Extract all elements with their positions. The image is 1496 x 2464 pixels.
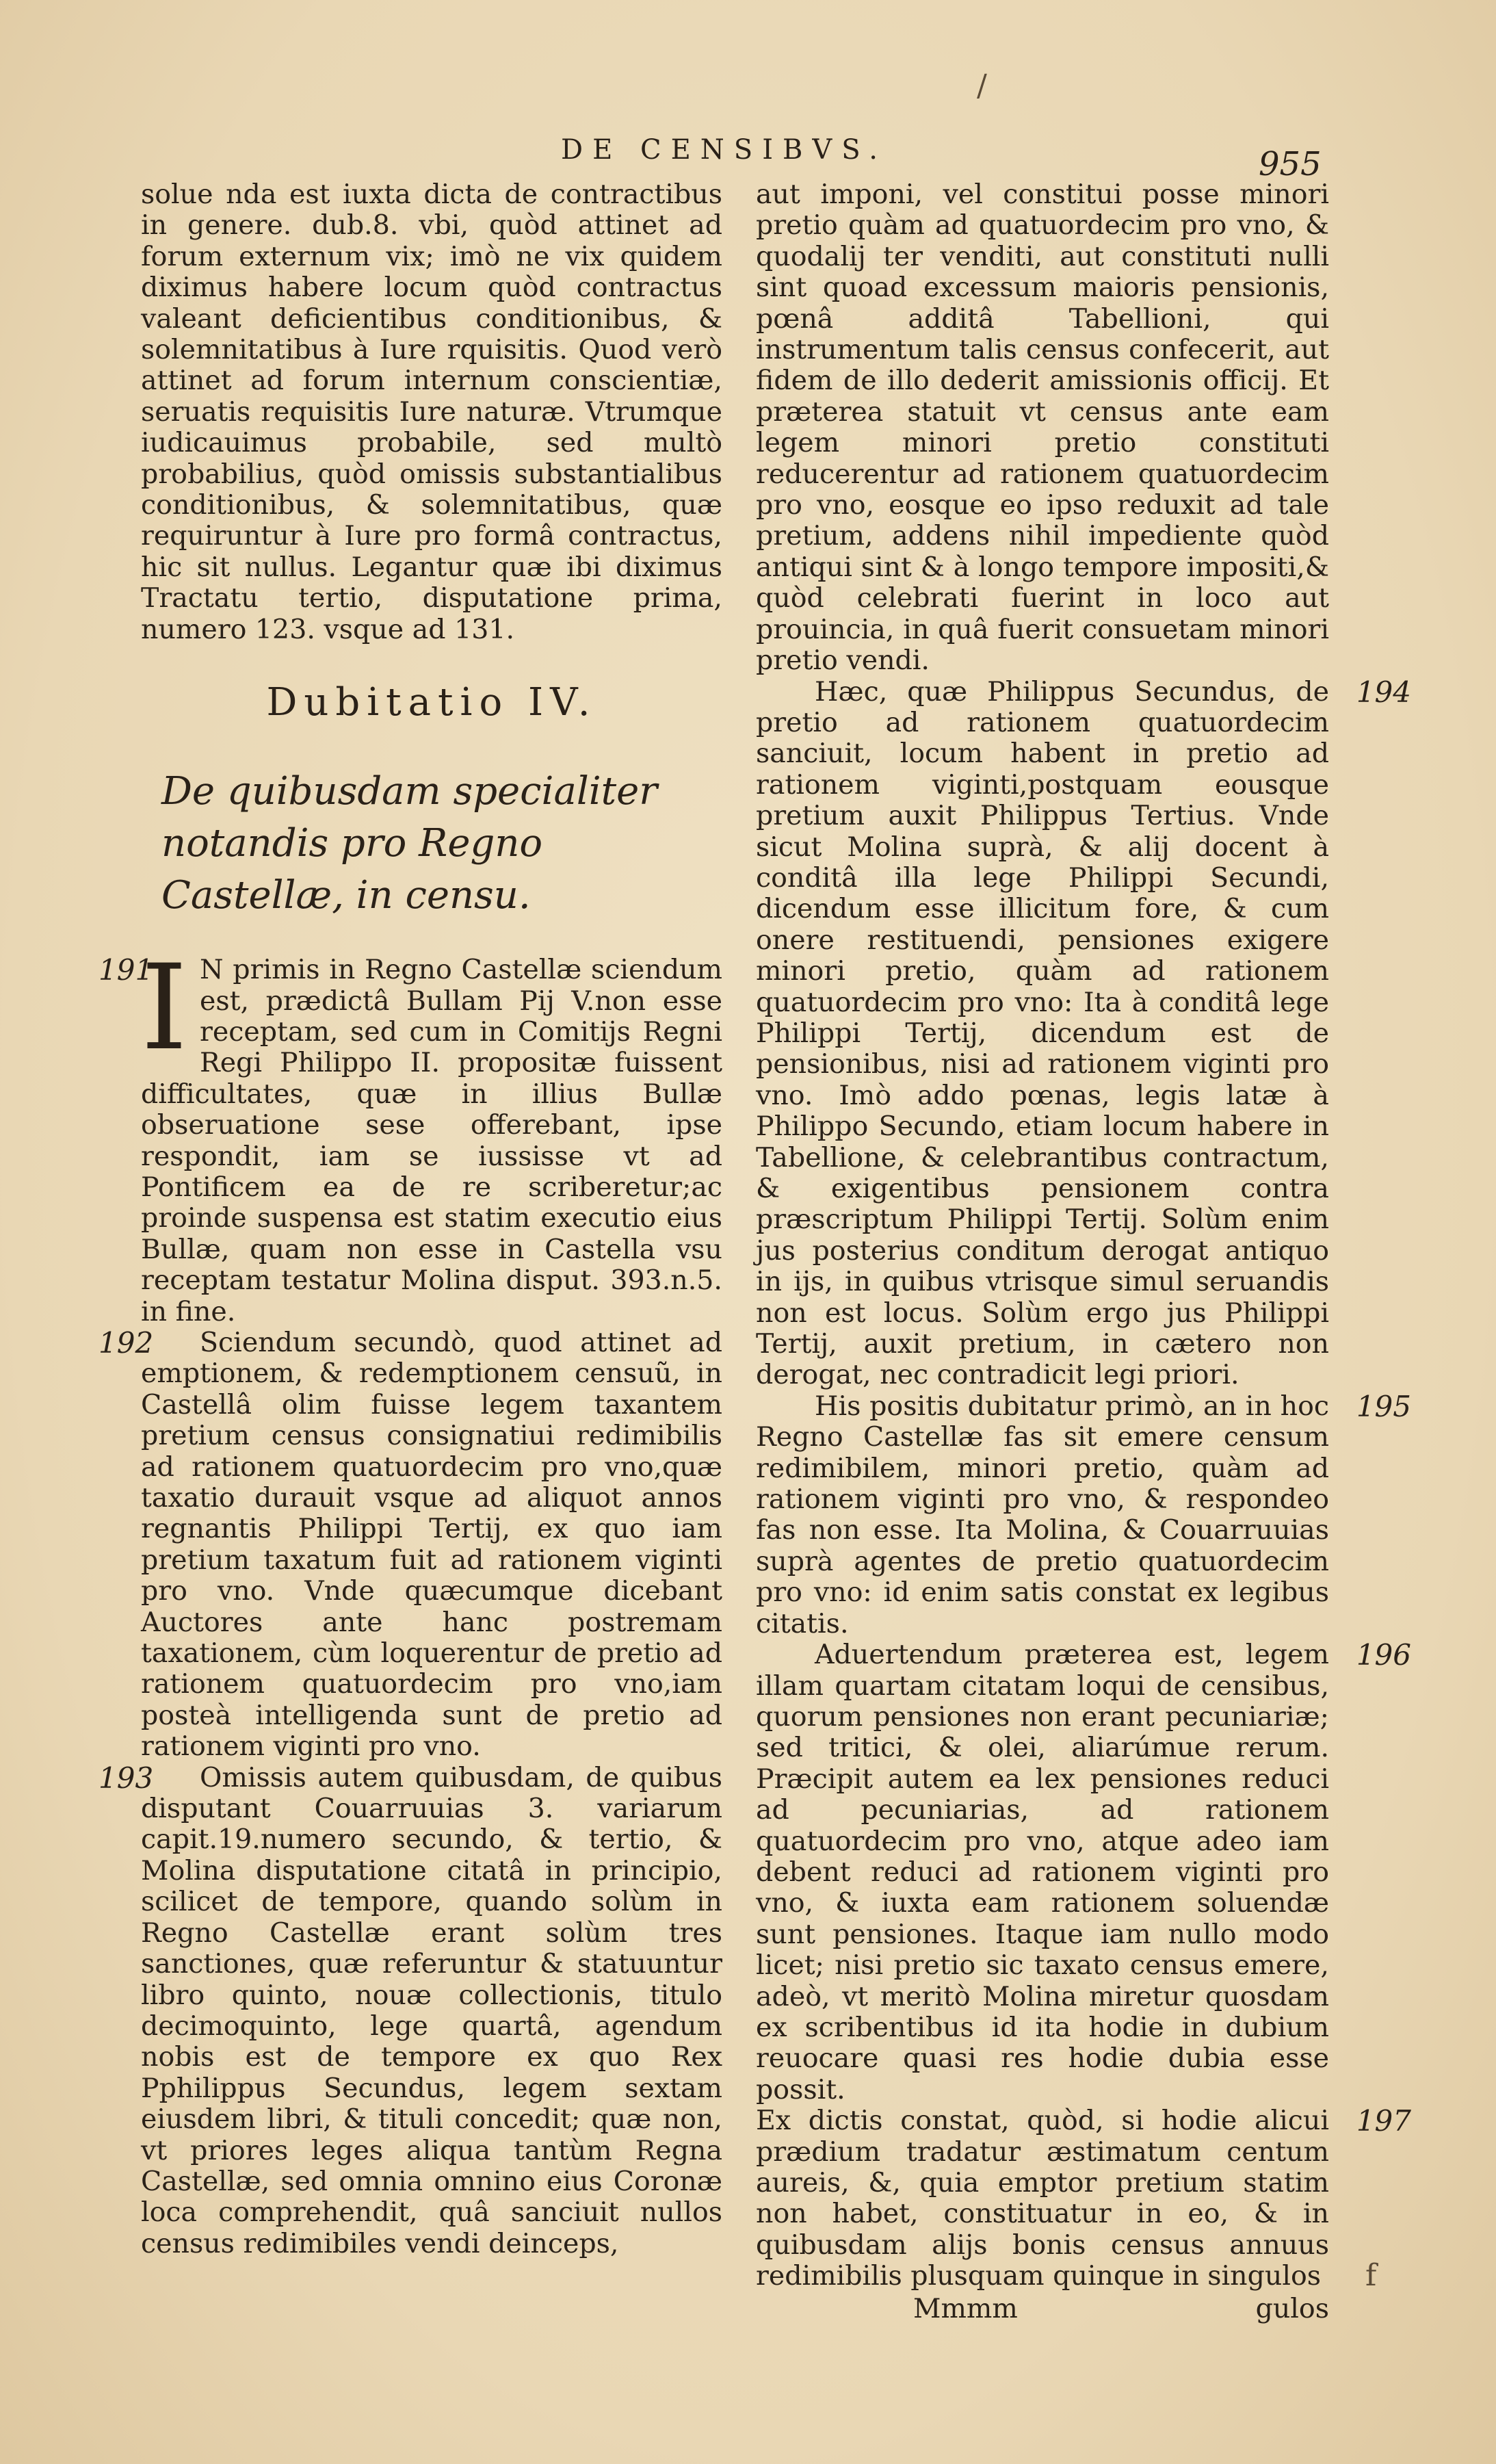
paragraph-197 [756, 2104, 1411, 2292]
margin-number: 192 [99, 1325, 154, 1360]
paragraph-194 [756, 675, 1411, 1391]
paragraph-196 [756, 1638, 1411, 2105]
paragraph-text: Aduertendum præterea est, legem illam quartam citatam loqui de censibus, quorum pensiones non erant pecuniariæ; sed tritici, & olei, aliarúmue rerum. Præcipit autem ea lex pensiones reduci ad pecuniarias, ad rationem quatuordecim pro vno, atque adeo iam debent reduci ad rationem viginti pro vno, & iuxta eam rationem soluendæ sunt pensiones. Itaque iam nullo modo licet; nisi pretio sic taxato census emere, adeò, vt meritò Molina miretur quosdam ex scribentibus id ita hodie in dubium reuocare quasi res hodie dubia esse possit. [756, 1639, 1329, 2105]
paragraph-text: Ex dictis constat, quòd, si hodie alicui prædium tradatur æstimatum centum aureis, &, quia emptor pretium statim non habet, constituatur in eo, & in quibusdam alijs bonis census annuus redimibilis plusquam quinque in singulos [756, 2105, 1329, 2292]
margin-number: 193 [99, 1761, 154, 1795]
paragraph-191 [99, 939, 722, 1327]
running-head: DE CENSIBVS. [561, 134, 887, 166]
paragraph-text: Omissis autem quibusdam, de quibus disputant Couarruuias 3. variarum capit.19.numero secundo, & tertio, & Molina disputatione citatâ in principio, scilicet de tempore, quando solùm in Regno Castellæ erant solùm tres sanctiones, quæ referuntur & statuuntur libro quinto, nouæ collectionis, titulo decimoquinto, lege quartâ, agendum nobis est de tempore ex quo Rex Pphilippus Secundus, legem sextam eiusdem libri, & tituli concedit; quæ non, vt priores leges aliqua tantùm Regna Castellæ, sed omnia omnino eius Coronæ loca comprehendit, quâ sanciuit nullos census redimibiles vendi deinceps, [141, 1761, 722, 2259]
margin-number: 196 [1356, 1638, 1411, 1672]
margin-number: 197 [1356, 2104, 1411, 2138]
signature-line [756, 2294, 1329, 2324]
margin-number: 194 [1356, 675, 1411, 709]
paragraph-text: His positis dubitatur primò, an in hoc Regno Castellæ fas sit emere censum redimibilem, minori pretio, quàm ad rationem viginti pro vno, & respondeo fas non esse. Ita Molina, & Couarruuias suprà agentes de pretio quatuordecim pro vno: id enim satis constat ex legibus citatis. [756, 1390, 1329, 1639]
catchword: gulos [1255, 2292, 1329, 2324]
paragraph-text: N primis in Regno Castellæ sciendum est, prædictâ Bullam Pij V.non esse receptam, sed cum in Comitijs Regni Regi Philippo II. propositæ fuissent difficultates, quæ in illius Bullæ obseruatione sese offerebant, ipse respondit, iam se iussisse vt ad Pontificem ea de re scriberetur;ac proinde suspensa est statim executio eius Bullæ, quam non esse in Castella vsu receptam testatur Molina disput. 393.n.5. in fine. [141, 954, 722, 1327]
paragraph-text: Hæc, quæ Philippus Secundus, de pretio ad rationem quatuordecim sanciuit, locum habent in pretio ad rationem viginti,postquam eousque pretium auxit Philippus Tertius. Vnde sicut Molina suprà, & alij docent à conditâ illa lege Philippi Secundi, dicendum esse illicitum fore, & cum onere restituendi, pensiones exigere minori pretio, quàm ad rationem quatuordecim pro vno: Ita à conditâ lege Philippi Tertij, dicendum est de pensionibus, nisi ad rationem viginti pro vno. Imò addo pœnas, legis latæ à Philippo Secundo, etiam locum habere in Tabellione, & celebrantibus contractum, & exigentibus pensionem contra præscriptum Philippi Tertij. Solùm enim jus posterius conditum derogat antiquo in ijs, in quibus vtrisque simul seruandis non est locus. Solùm ergo jus Philippi Tertij, auxit pretium, in cætero non derogat, nec contradicit legi priori. [756, 675, 1329, 1391]
page-number: 955 [1259, 145, 1322, 183]
margin-number: 191 [99, 953, 154, 987]
printer-mark-top: / [977, 68, 987, 103]
signature-mark: Mmmm [913, 2292, 1018, 2324]
printer-mark-bottom: f [1365, 2258, 1377, 2293]
right-opening-paragraph: aut imponi, vel constitui posse minori pretio quàm ad quatuordecim pro vno, & quodalij ter venditi, aut constituti nulli sint quoad excessum maioris pensionis, pœnâ additâ Tabellioni, qui instrumentum talis census confecerit, aut fidem de illo dederit amissionis officij. Et præterea statuit vt census ante eam legem minori pretio constituti reducerentur ad rationem quatuordecim pro vno, eosque eo ipso reduxit ad tale pretium, addens nihil impediente quòd antiqui sint & à longo tempore impositi,& quòd celebrati fuerint in loco aut prouincia, in quâ fuerit consuetam minori pretio vendi. [756, 179, 1329, 677]
right-column [756, 179, 1411, 2324]
section-subtitle: De quibusdam specialiter notandis pro Regno Castellæ, in censu. [161, 769, 658, 918]
paragraph-193 [99, 1761, 722, 2260]
left-opening-paragraph: solue nda est iuxta dicta de contractibus in genere. dub.8. vbi, quòd attinet ad forum externum vix; imò ne vix quidem diximus habere locum quòd contractus valeant deficientibus conditionibus, & solemnitatibus à Iure rquisitis. Quod verò attinet ad forum internum conscientiæ, seruatis requisitis Iure naturæ. Vtrumque iudicauimus probabile, sed multò probabilius, quòd omissis substantialibus conditionibus, & solemnitatibus, quæ requiruntur à Iure pro formâ contractus, hic sit nullus. Legantur quæ ibi diximus Tractatu tertio, disputatione prima, numero 123. vsque ad 131. [141, 179, 722, 645]
margin-number: 195 [1356, 1389, 1411, 1423]
section-title: Dubitatio IV. [266, 680, 597, 725]
paragraph-195 [756, 1389, 1411, 1639]
paragraph-192 [99, 1325, 722, 1763]
drop-cap: I [141, 939, 187, 1077]
paragraph-text: Sciendum secundò, quod attinet ad emptionem, & redemptionem censuũ, in Castellâ olim fuisse legem taxantem pretium census consignatiui redimibilis ad rationem quatuordecim pro vno,quæ taxatio durauit vsque ad aliquot annos regnantis Philippi Tertij, ex quo iam pretium taxatum fuit ad rationem viginti pro vno. Vnde quæcumque dicebant Auctores ante hanc postremam taxationem, cùm loquerentur de pretio ad rationem quatuordecim pro vno,iam posteà intelligenda sunt de pretio ad rationem viginti pro vno. [141, 1326, 722, 1763]
left-column [99, 179, 722, 2259]
